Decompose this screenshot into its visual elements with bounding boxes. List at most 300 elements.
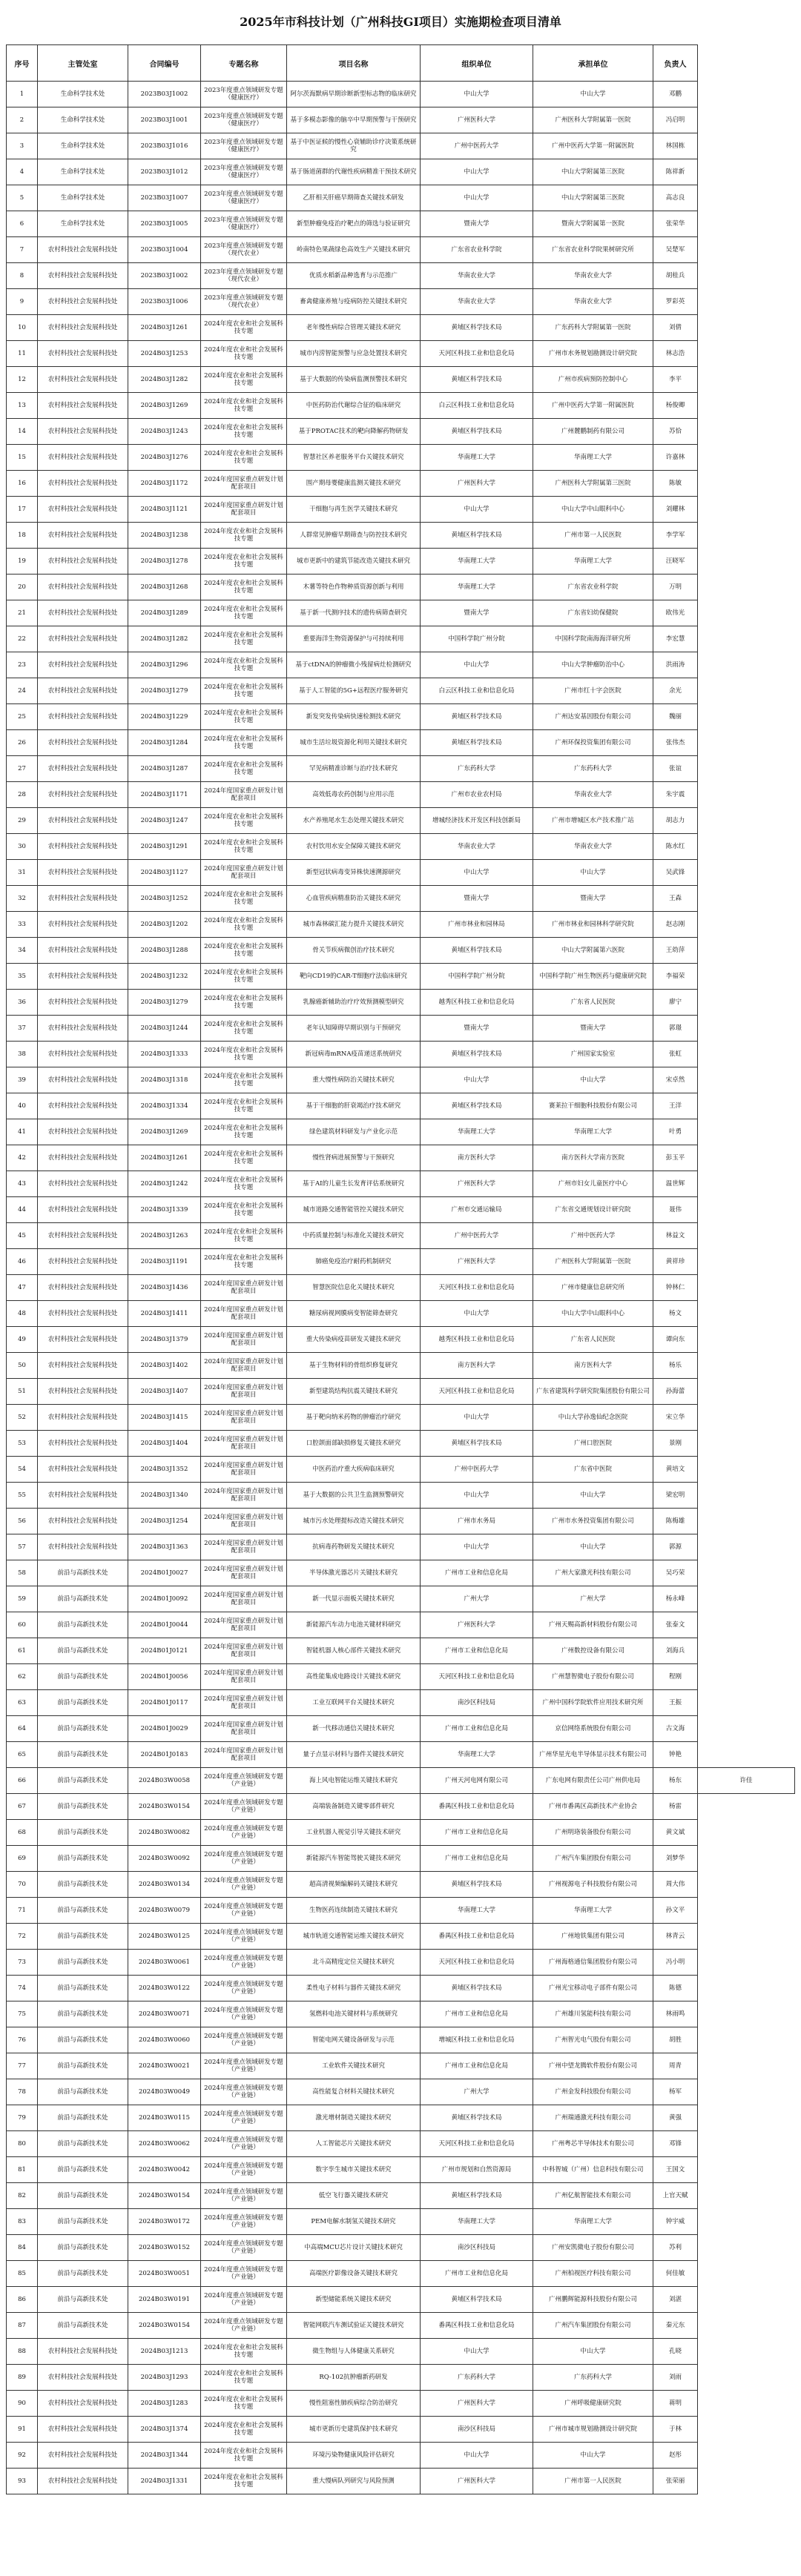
contract-number: 2024B03W0122: [128, 1976, 201, 2001]
undertaking-unit: 广州海格通信集团股份有限公司: [533, 1950, 653, 1976]
topic-name: 2024年度农业和社会发展科技专题: [201, 678, 287, 704]
managing-division: 前沿与高新技术处: [38, 2131, 128, 2157]
project-leader: 余光: [653, 678, 698, 704]
managing-division: 农村科技社会发展科技处: [38, 652, 128, 678]
table-row: [7, 1638, 795, 1664]
project-name: 人工智能芯片关键技术研究: [287, 2131, 421, 2157]
table-row: [7, 211, 795, 237]
row-index: 79: [7, 2105, 38, 2131]
project-leader: 胡胜: [653, 2027, 698, 2053]
organizing-unit: 天河区科技工业和信息化局: [421, 1379, 533, 1405]
project-name: 工业机器人视觉引导关键技术研究: [287, 1820, 421, 1846]
contract-number: 2024B03J1279: [128, 678, 201, 704]
managing-division: 前沿与高新技术处: [38, 2183, 128, 2209]
organizing-unit: 广州市交通运输局: [421, 1197, 533, 1223]
topic-name: 2024年度重点领域研发专题（产业链）: [201, 2209, 287, 2235]
topic-name: 2024年度农业和社会发展科技专题: [201, 315, 287, 341]
project-name: 智能机器人核心部件关键技术研究: [287, 1638, 421, 1664]
row-index: 74: [7, 1976, 38, 2001]
project-leader: 冯小明: [653, 1950, 698, 1976]
project-name: 北斗高精度定位关键技术研究: [287, 1950, 421, 1976]
project-leader: 赵志刚: [653, 912, 698, 938]
topic-name: 2024年度农业和社会发展科技专题: [201, 341, 287, 367]
topic-name: 2024年度重点领域研发专题（产业链）: [201, 1976, 287, 2001]
organizing-unit: 广州中医药大学: [421, 1457, 533, 1483]
project-leader: 聂伟: [653, 1197, 698, 1223]
organizing-unit: 黄埔区科学技术局: [421, 938, 533, 964]
row-index: 2: [7, 107, 38, 133]
project-leader: 古文海: [653, 1716, 698, 1742]
managing-division: 农村科技社会发展科技处: [38, 912, 128, 938]
project-name: 新型冠状病毒变异株快速溯源研究: [287, 860, 421, 886]
undertaking-unit: 华南理工大学: [533, 445, 653, 471]
contract-number: 2024B03W0061: [128, 1950, 201, 1976]
table-row: [7, 1042, 795, 1067]
row-index: 53: [7, 1431, 38, 1457]
undertaking-unit: 暨南大学附属第一医院: [533, 211, 653, 237]
contract-number: 2024B03J1282: [128, 367, 201, 393]
project-leader: 张荣华: [653, 211, 698, 237]
table-row: [7, 678, 795, 704]
undertaking-unit: 广东省人民医院: [533, 990, 653, 1016]
contract-number: 2024B01J0029: [128, 1716, 201, 1742]
managing-division: 农村科技社会发展科技处: [38, 341, 128, 367]
row-index: 41: [7, 1119, 38, 1145]
undertaking-unit: 广州智光电气股份有限公司: [533, 2027, 653, 2053]
managing-division: 生命科学技术处: [38, 185, 128, 211]
contract-number: 2024B03W0115: [128, 2105, 201, 2131]
organizing-unit: 广东省农业科学院: [421, 237, 533, 263]
contract-number: 2024B03J1232: [128, 964, 201, 990]
managing-division: 前沿与高新技术处: [38, 2235, 128, 2261]
table-row: [7, 704, 795, 730]
managing-division: 前沿与高新技术处: [38, 2027, 128, 2053]
project-leader: 张伟杰: [653, 730, 698, 756]
table-row: [7, 1093, 795, 1119]
project-name: 智能网联汽车测试验证关键技术研究: [287, 2313, 421, 2339]
managing-division: 农村科技社会发展科技处: [38, 1016, 128, 1042]
project-name: 高性能集成电路设计关键技术研究: [287, 1664, 421, 1690]
topic-name: 2024年度国家重点研发计划配套项目: [201, 1690, 287, 1716]
organizing-unit: 天河区科技工业和信息化局: [421, 2131, 533, 2157]
row-index: 59: [7, 1586, 38, 1612]
project-name: 慢性阻塞性肺疾病综合防治研究: [287, 2391, 421, 2417]
managing-division: 农村科技社会发展科技处: [38, 1249, 128, 1275]
topic-name: 2024年度重点领域研发专题（产业链）: [201, 1898, 287, 1924]
project-name: 高端医疗影像设备关键技术研究: [287, 2261, 421, 2287]
row-index: 27: [7, 756, 38, 782]
organizing-unit: 广州市工业和信息化局: [421, 1820, 533, 1846]
contract-number: 2024B03J1278: [128, 549, 201, 575]
row-index: 1: [7, 82, 38, 107]
project-leader: 何佳敏: [653, 2261, 698, 2287]
contract-number: 2023B03J1002: [128, 263, 201, 289]
project-leader: 冯启明: [653, 107, 698, 133]
organizing-unit: 越秀区科技工业和信息化局: [421, 1327, 533, 1353]
table-row: [7, 782, 795, 808]
project-name: 城市森林碳汇能力提升关键技术研究: [287, 912, 421, 938]
project-name: 数字孪生城市关键技术研究: [287, 2157, 421, 2183]
table-row: [7, 2053, 795, 2079]
managing-division: 生命科学技术处: [38, 107, 128, 133]
project-leader: 胡志力: [653, 808, 698, 834]
undertaking-unit: 广州市水务规划勘测设计研究院: [533, 341, 653, 367]
managing-division: 农村科技社会发展科技处: [38, 367, 128, 393]
row-index: 66: [7, 1768, 38, 1794]
organizing-unit: 黄埔区科学技术局: [421, 2105, 533, 2131]
undertaking-unit: 广州大学: [533, 1586, 653, 1612]
contract-number: 2023B03J1006: [128, 289, 201, 315]
topic-name: 2023年度重点领域研发专题（现代农业）: [201, 289, 287, 315]
undertaking-unit: 广东电网有限责任公司广州供电局: [533, 1768, 653, 1794]
contract-number: 2024B03J1263: [128, 1223, 201, 1249]
contract-number: 2024B03J1127: [128, 860, 201, 886]
undertaking-unit: 广东药科大学: [533, 2365, 653, 2391]
managing-division: 农村科技社会发展科技处: [38, 2417, 128, 2443]
row-index: 22: [7, 626, 38, 652]
project-name: 基于ctDNA的肿瘤微小残留病灶检测研究: [287, 652, 421, 678]
managing-division: 农村科技社会发展科技处: [38, 782, 128, 808]
cell: 许佳: [698, 1768, 795, 1794]
topic-name: 2024年度重点领域研发专题（产业链）: [201, 1950, 287, 1976]
organizing-unit: 暨南大学: [421, 211, 533, 237]
organizing-unit: 广州大学: [421, 2079, 533, 2105]
contract-number: 2024B03J1436: [128, 1275, 201, 1301]
contract-number: 2024B03W0152: [128, 2235, 201, 2261]
contract-number: 2024B03J1253: [128, 341, 201, 367]
organizing-unit: 华南理工大学: [421, 549, 533, 575]
project-leader: 梁宏明: [653, 1483, 698, 1509]
undertaking-unit: 中山大学肿瘤防治中心: [533, 652, 653, 678]
project-name: 重大慢性病防治关键技术研究: [287, 1067, 421, 1093]
organizing-unit: 华南理工大学: [421, 2209, 533, 2235]
table-row: [7, 1664, 795, 1690]
managing-division: 农村科技社会发展科技处: [38, 704, 128, 730]
organizing-unit: 广东药科大学: [421, 2365, 533, 2391]
undertaking-unit: 广州市第一人民医院: [533, 2469, 653, 2494]
topic-name: 2024年度国家重点研发计划配套项目: [201, 1405, 287, 1431]
project-name: 微生物组与人体健康关系研究: [287, 2339, 421, 2365]
managing-division: 农村科技社会发展科技处: [38, 678, 128, 704]
project-name: 半导体激光器芯片关键技术研究: [287, 1560, 421, 1586]
undertaking-unit: 广州市红十字会医院: [533, 678, 653, 704]
topic-name: 2024年度农业和社会发展科技专题: [201, 834, 287, 860]
undertaking-unit: 广州市水务投资集团有限公司: [533, 1509, 653, 1534]
project-name: 骨关节疾病微创治疗技术研究: [287, 938, 421, 964]
undertaking-unit: 南方医科大学: [533, 1353, 653, 1379]
table-row: [7, 1171, 795, 1197]
topic-name: 2024年度国家重点研发计划配套项目: [201, 1664, 287, 1690]
undertaking-unit: 广州中医药大学第一附属医院: [533, 133, 653, 159]
contract-number: 2024B03W0092: [128, 1846, 201, 1872]
table-row: [7, 964, 795, 990]
project-leader: 王洋: [653, 1093, 698, 1119]
topic-name: 2024年度农业和社会发展科技专题: [201, 808, 287, 834]
table-header-row: [7, 45, 795, 82]
undertaking-unit: 广州雄川氢能科技有限公司: [533, 2001, 653, 2027]
managing-division: 生命科学技术处: [38, 159, 128, 185]
contract-number: 2024B03J1213: [128, 2339, 201, 2365]
project-leader: 杨乐: [653, 1353, 698, 1379]
organizing-unit: 增城经济技术开发区科技创新局: [421, 808, 533, 834]
topic-name: 2024年度重点领域研发专题（产业链）: [201, 2053, 287, 2079]
table-row: [7, 912, 795, 938]
project-leader: 陈梅雄: [653, 1509, 698, 1534]
topic-name: 2024年度农业和社会发展科技专题: [201, 367, 287, 393]
project-name: 中医药治疗重大疾病临床研究: [287, 1457, 421, 1483]
row-index: 5: [7, 185, 38, 211]
project-name: 超高清视频编解码关键技术研究: [287, 1872, 421, 1898]
organizing-unit: 南沙区科技局: [421, 2235, 533, 2261]
project-leader: 李宏慧: [653, 626, 698, 652]
contract-number: 2024B01J0027: [128, 1560, 201, 1586]
row-index: 33: [7, 912, 38, 938]
row-index: 16: [7, 471, 38, 497]
topic-name: 2024年度国家重点研发计划配套项目: [201, 1612, 287, 1638]
undertaking-unit: 广州口腔医院: [533, 1431, 653, 1457]
project-leader: 林志浩: [653, 341, 698, 367]
managing-division: 农村科技社会发展科技处: [38, 1197, 128, 1223]
organizing-unit: 广州医科大学: [421, 2469, 533, 2494]
undertaking-unit: 广州亿航智能技术有限公司: [533, 2183, 653, 2209]
organizing-unit: 华南理工大学: [421, 1898, 533, 1924]
topic-name: 2023年度重点领域研发专题（健康医疗）: [201, 82, 287, 107]
table-row: [7, 1950, 795, 1976]
contract-number: 2024B03W0060: [128, 2027, 201, 2053]
contract-number: 2024B03J1247: [128, 808, 201, 834]
table-row: [7, 1794, 795, 1820]
undertaking-unit: 广州地铁集团有限公司: [533, 1924, 653, 1950]
topic-name: 2024年度农业和社会发展科技专题: [201, 1093, 287, 1119]
organizing-unit: 黄埔区科学技术局: [421, 1042, 533, 1067]
managing-division: 农村科技社会发展科技处: [38, 1067, 128, 1093]
managing-division: 农村科技社会发展科技处: [38, 860, 128, 886]
page-title: 2025年市科技计划（广州科技GI项目）实施期检查项目清单: [240, 15, 561, 29]
managing-division: 农村科技社会发展科技处: [38, 2469, 128, 2494]
project-name: 中医药防治代谢综合征的临床研究: [287, 393, 421, 419]
table-row: [7, 990, 795, 1016]
undertaking-unit: 中国科学院南海海洋研究所: [533, 626, 653, 652]
undertaking-unit: 广州环保投资集团有限公司: [533, 730, 653, 756]
contract-number: 2024B03J1254: [128, 1509, 201, 1534]
project-name: 水产养殖尾水生态处理关键技术研究: [287, 808, 421, 834]
row-index: 15: [7, 445, 38, 471]
row-index: 85: [7, 2261, 38, 2287]
project-leader: 苏恰: [653, 419, 698, 445]
undertaking-unit: 广州慧智微电子股份有限公司: [533, 1664, 653, 1690]
managing-division: 前沿与高新技术处: [38, 2079, 128, 2105]
row-index: 50: [7, 1353, 38, 1379]
row-index: 17: [7, 497, 38, 523]
managing-division: 农村科技社会发展科技处: [38, 1119, 128, 1145]
undertaking-unit: 广州医科大学附属第一医院: [533, 107, 653, 133]
organizing-unit: 暨南大学: [421, 600, 533, 626]
undertaking-unit: 中国科学院广州生物医药与健康研究院: [533, 964, 653, 990]
contract-number: 2024B03J1172: [128, 471, 201, 497]
undertaking-unit: 中山大学: [533, 1483, 653, 1509]
topic-name: 2024年度农业和社会发展科技专题: [201, 2469, 287, 2494]
organizing-unit: 广州天河电网有限公司: [421, 1768, 533, 1794]
row-index: 75: [7, 2001, 38, 2027]
table-row: [7, 1431, 795, 1457]
row-index: 78: [7, 2079, 38, 2105]
row-index: 32: [7, 886, 38, 912]
contract-number: 2024B01J0056: [128, 1664, 201, 1690]
row-index: 70: [7, 1872, 38, 1898]
managing-division: 农村科技社会发展科技处: [38, 445, 128, 471]
topic-name: 2024年度重点领域研发专题（产业链）: [201, 2079, 287, 2105]
organizing-unit: 中山大学: [421, 497, 533, 523]
project-leader: 刘梦华: [653, 1846, 698, 1872]
project-name: 围产期母婴健康监测关键技术研究: [287, 471, 421, 497]
project-name: 新型建筑结构抗震关键技术研究: [287, 1379, 421, 1405]
organizing-unit: 黄埔区科学技术局: [421, 315, 533, 341]
project-leader: 杨俊卿: [653, 393, 698, 419]
managing-division: 农村科技社会发展科技处: [38, 1223, 128, 1249]
table-row: [7, 1924, 795, 1950]
table-row: [7, 2391, 795, 2417]
project-name: 基于人工智能的5G+远程医疗服务研究: [287, 678, 421, 704]
table-row: [7, 886, 795, 912]
contract-number: 2024B03J1283: [128, 2391, 201, 2417]
undertaking-unit: 广州天赐高新材料股份有限公司: [533, 1612, 653, 1638]
row-index: 80: [7, 2131, 38, 2157]
topic-name: 2024年度农业和社会发展科技专题: [201, 419, 287, 445]
project-leader: 刘倩: [653, 315, 698, 341]
contract-number: 2024B03J1334: [128, 1093, 201, 1119]
project-leader: 吴武锋: [653, 860, 698, 886]
table-row: [7, 1742, 795, 1768]
contract-number: 2024B01J0121: [128, 1638, 201, 1664]
row-index: 31: [7, 860, 38, 886]
table-row: [7, 2469, 795, 2494]
project-leader: 王森: [653, 886, 698, 912]
project-leader: 万明: [653, 575, 698, 600]
project-leader: 罗彩英: [653, 289, 698, 315]
undertaking-unit: 广州市城市规划勘测设计研究院: [533, 2417, 653, 2443]
row-index: 58: [7, 1560, 38, 1586]
topic-name: 2024年度农业和社会发展科技专题: [201, 990, 287, 1016]
row-index: 44: [7, 1197, 38, 1223]
managing-division: 农村科技社会发展科技处: [38, 730, 128, 756]
managing-division: 农村科技社会发展科技处: [38, 2365, 128, 2391]
row-index: 34: [7, 938, 38, 964]
topic-name: 2024年度农业和社会发展科技专题: [201, 600, 287, 626]
row-index: 25: [7, 704, 38, 730]
project-leader: 廖宁: [653, 990, 698, 1016]
project-leader: 张谊: [653, 756, 698, 782]
undertaking-unit: 广东省农业科学院果树研究所: [533, 237, 653, 263]
undertaking-unit: 中山大学中山眼科中心: [533, 497, 653, 523]
organizing-unit: 中国科学院广州分院: [421, 964, 533, 990]
project-leader: 林益文: [653, 1223, 698, 1249]
project-name: 老年认知障碍早期识别与干预研究: [287, 1016, 421, 1042]
organizing-unit: 黄埔区科学技术局: [421, 2287, 533, 2313]
contract-number: 2024B03J1242: [128, 1171, 201, 1197]
row-index: 46: [7, 1249, 38, 1275]
undertaking-unit: 广州汽车集团股份有限公司: [533, 1846, 653, 1872]
managing-division: 前沿与高新技术处: [38, 2261, 128, 2287]
contract-number: 2024B03J1402: [128, 1353, 201, 1379]
project-name: 基于新一代测序技术的遗传病筛查研究: [287, 600, 421, 626]
table-row: [7, 626, 795, 652]
contract-number: 2024B03J1352: [128, 1457, 201, 1483]
organizing-unit: 广州医科大学: [421, 471, 533, 497]
project-leader: 苏利: [653, 2235, 698, 2261]
contract-number: 2023B03J1002: [128, 82, 201, 107]
row-index: 14: [7, 419, 38, 445]
table-row: [7, 341, 795, 367]
table-row: [7, 393, 795, 419]
table-row: [7, 1353, 795, 1379]
contract-number: 2024B03J1296: [128, 652, 201, 678]
project-leader: 秦元东: [653, 2313, 698, 2339]
project-leader: 黄强: [653, 2105, 698, 2131]
project-name: 高端装备制造关键零部件研究: [287, 1794, 421, 1820]
undertaking-unit: 广州市增城区水产技术推广站: [533, 808, 653, 834]
topic-name: 2024年度农业和社会发展科技专题: [201, 1249, 287, 1275]
undertaking-unit: 中山大学: [533, 82, 653, 107]
row-index: 10: [7, 315, 38, 341]
row-index: 60: [7, 1612, 38, 1638]
contract-number: 2024B03J1289: [128, 600, 201, 626]
project-name: 口腔颌面部缺损修复关键技术研究: [287, 1431, 421, 1457]
undertaking-unit: 中山大学附属第三医院: [533, 185, 653, 211]
managing-division: 农村科技社会发展科技处: [38, 808, 128, 834]
table-row: [7, 575, 795, 600]
project-name: 新一代显示面板关键技术研究: [287, 1586, 421, 1612]
managing-division: 农村科技社会发展科技处: [38, 2391, 128, 2417]
undertaking-unit: 广东药科大学附属第一医院: [533, 315, 653, 341]
project-leader: 杨文: [653, 1301, 698, 1327]
project-name: 基于肠道菌群的代谢性疾病精准干预技术研究: [287, 159, 421, 185]
contract-number: 2024B01J0092: [128, 1586, 201, 1612]
row-index: 28: [7, 782, 38, 808]
project-leader: 宋卓然: [653, 1067, 698, 1093]
undertaking-unit: 华南理工大学: [533, 549, 653, 575]
project-leader: 赵彤: [653, 2443, 698, 2469]
organizing-unit: 华南理工大学: [421, 445, 533, 471]
organizing-unit: 中山大学: [421, 652, 533, 678]
contract-number: 2024B01J0044: [128, 1612, 201, 1638]
undertaking-unit: 广州金发科技股份有限公司: [533, 2079, 653, 2105]
undertaking-unit: 广州汽车集团股份有限公司: [533, 2313, 653, 2339]
project-name: 罕见病精准诊断与治疗技术研究: [287, 756, 421, 782]
contract-number: 2024B03W0154: [128, 1794, 201, 1820]
table-row: [7, 523, 795, 549]
table-row: [7, 1612, 795, 1638]
table-row: [7, 2261, 795, 2287]
undertaking-unit: 暨南大学: [533, 886, 653, 912]
project-leader: 林国栋: [653, 133, 698, 159]
table-row: [7, 1145, 795, 1171]
table-row: [7, 938, 795, 964]
project-name: 城市更新中的建筑节能改造关键技术研究: [287, 549, 421, 575]
organizing-unit: 黄埔区科学技术局: [421, 1872, 533, 1898]
contract-number: 2024B03W0051: [128, 2261, 201, 2287]
undertaking-unit: 中山大学孙逸仙纪念医院: [533, 1405, 653, 1431]
organizing-unit: 中山大学: [421, 1067, 533, 1093]
row-index: 83: [7, 2209, 38, 2235]
table-row: [7, 133, 795, 159]
organizing-unit: 广州市工业和信息化局: [421, 2261, 533, 2287]
topic-name: 2024年度国家重点研发计划配套项目: [201, 1353, 287, 1379]
table-row: [7, 1534, 795, 1560]
row-index: 89: [7, 2365, 38, 2391]
table-row: [7, 2235, 795, 2261]
project-name: 新型肿瘤免疫治疗靶点的筛选与验证研究: [287, 211, 421, 237]
topic-name: 2024年度国家重点研发计划配套项目: [201, 1638, 287, 1664]
